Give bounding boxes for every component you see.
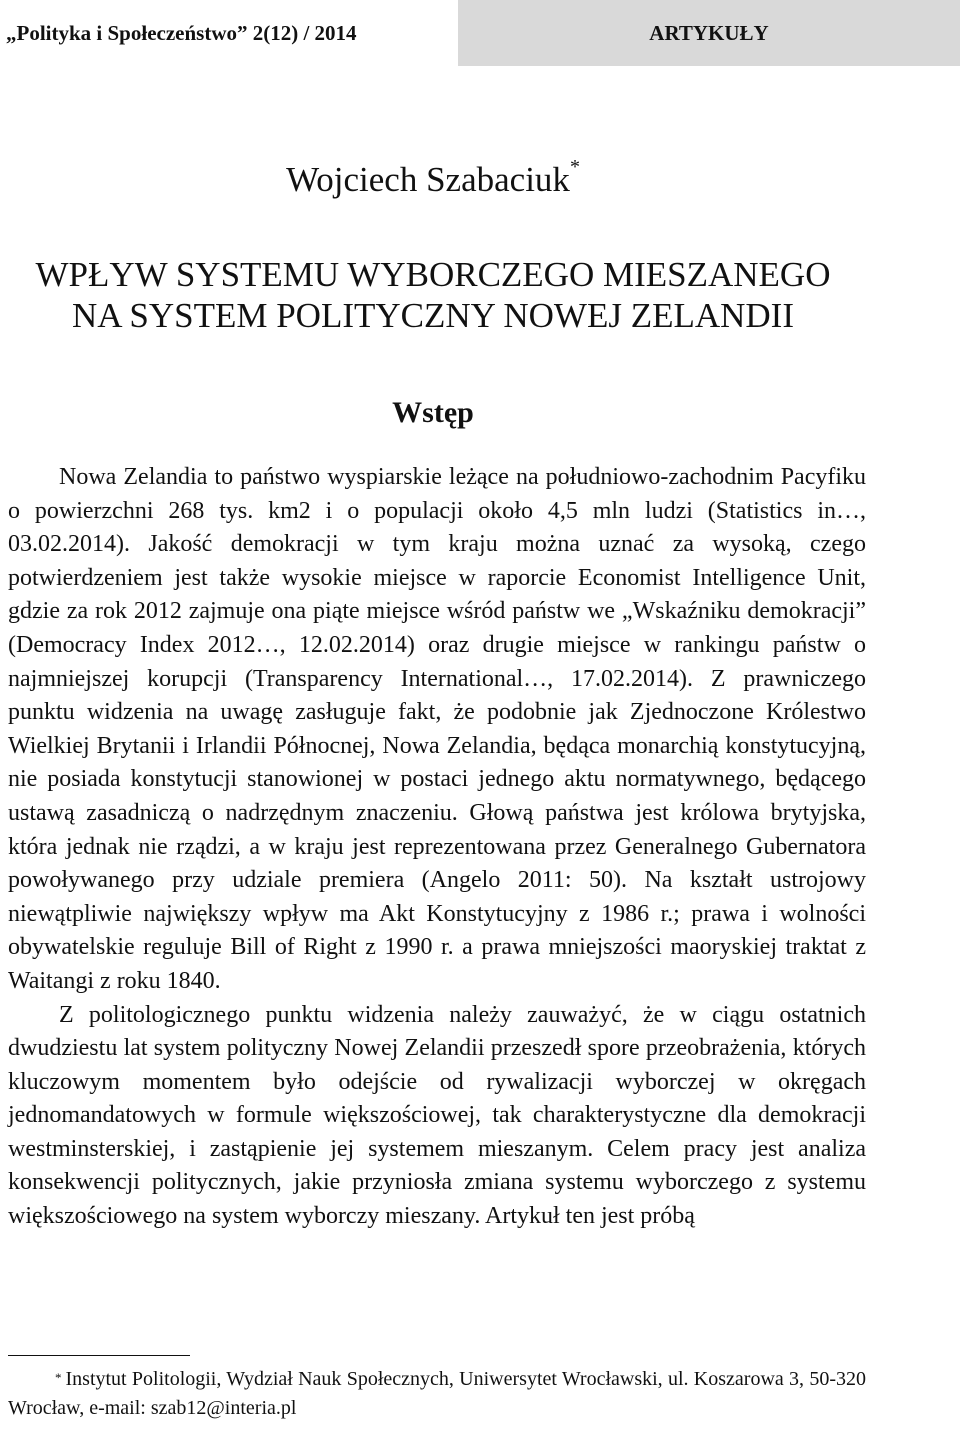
body-paragraph: Z politologicznego punktu widzenia należy zauważyć, że w ciągu ostatnich dwudziestu lat system polityczny Nowej Zelandii przeszedł spore przeobrażenia, których kluczowym momentem było odejście od rywalizacji wyborczej w okręgach jednomandatowych w formule większościowej, tak charakterystyczne dla demokracji westminsterskiej, i zastąpienie jej systemem mieszanym. Celem pracy jest analiza konsekwencji politycznych, jakie przyniosła zmiana systemu wyborczego z systemu większościowego na system wyborczy mieszany. Artykuł ten jest próbą bbox=[8, 1001, 866, 1230]
article-title bbox=[0, 254, 866, 336]
footnote-separator bbox=[8, 1355, 190, 1356]
article-author bbox=[0, 156, 866, 200]
section-label: ARTYKUŁY bbox=[458, 0, 960, 66]
footnote bbox=[8, 1365, 866, 1423]
title-line: NA SYSTEM POLITYCZNY NOWEJ ZELANDII bbox=[72, 296, 794, 335]
running-header bbox=[0, 0, 960, 66]
title-line: WPŁYW SYSTEMU WYBORCZEGO MIESZANEGO bbox=[35, 255, 831, 294]
footnote-mark: * bbox=[55, 1370, 62, 1385]
journal-title: „Polityka i Społeczeństwo” 2(12) / 2014 bbox=[0, 0, 458, 66]
footnote-text: Instytut Politologii, Wydział Nauk Społecznych, Uniwersytet Wrocławski, ul. Koszarowa 3, 50-320 Wrocław, e-mail: szab12@interia.pl bbox=[8, 1368, 866, 1419]
section-heading: Wstęp bbox=[392, 396, 474, 429]
article-body bbox=[8, 461, 866, 1234]
author-footnote-mark: * bbox=[569, 156, 580, 178]
body-paragraph: Nowa Zelandia to państwo wyspiarskie leżące na południowo-zachodnim Pacyfiku o powierzchni 268 tys. km2 i o populacji około 4,5 mln ludzi (Statistics in…, 03.02.2014). Jakość demokracji w tym kraju można uznać za wysoką, czego potwierdzeniem jest także wysokie miejsce w raporcie Economist Intelligence Unit, gdzie za rok 2012 zajmuje ona piąte miejsce wśród państw we „Wskaźniku demokracji” (Democracy Index 2012…, 12.02.2014) oraz drugie miejsce w rankingu państw o najmniejszej korupcji (Transparency International…, 17.02.2014). Z prawniczego punktu widzenia na uwagę zasługuje fakt, że podobnie jak Zjednoczone Królestwo Wielkiej Brytanii i Irlandii Północnej, Nowa Zelandia, będąca monarchią konstytucyjną, nie posiada konstytucji stanowionej w postaci jednego aktu normatywnego, będącego ustawą zasadniczą o nadrzędnym znaczeniu. Głową państwa jest królowa brytyjska, która jednak nie rządzi, a w kraju jest reprezentowana przez Generalnego Gubernatora powoływanego przy udziale premiera (Angelo 2011: 50). Na kształt ustrojowy niewątpliwie największy wpływ ma Akt Konstytucyjny z 1986 r.; prawa i wolności obywatelskie reguluje Bill of Right z 1990 r. a prawa mniejszości maoryskiej traktat z Waitangi z roku 1840. bbox=[8, 464, 866, 994]
author-name: Wojciech Szabaciuk bbox=[286, 160, 570, 199]
